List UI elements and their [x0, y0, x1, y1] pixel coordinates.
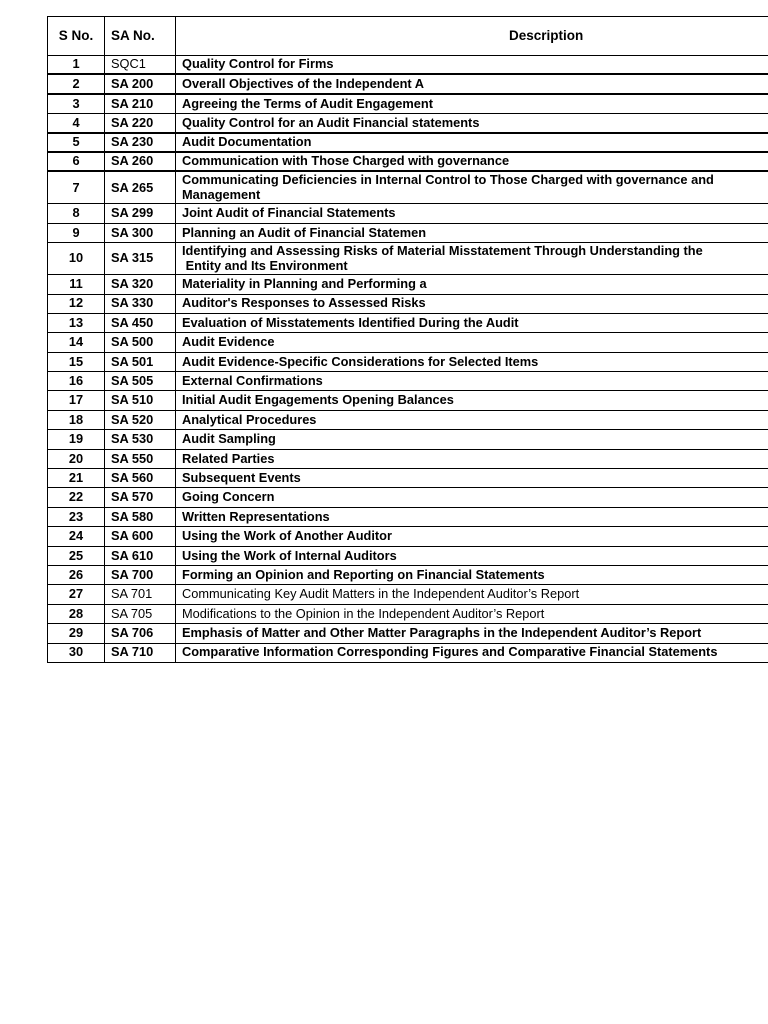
description-cell: Evaluation of Misstatements Identified During the Audit [182, 314, 519, 330]
description-cell: Agreeing the Terms of Audit Engagement [182, 95, 433, 111]
sa-no-cell: SA 705 [105, 605, 176, 623]
sa-no-cell: SA 560 [105, 469, 176, 487]
sa-no-cell: SA 501 [105, 353, 176, 371]
table-row [48, 224, 768, 243]
table-row [48, 295, 768, 314]
s-no-cell: 11 [48, 275, 105, 293]
s-no-cell: 15 [48, 353, 105, 371]
table-row [48, 153, 768, 172]
description-cell: Overall Objectives of the Independent A [182, 75, 425, 91]
description-cell: Materiality in Planning and Performing a [182, 276, 427, 292]
description-cell: Analytical Procedures [182, 411, 317, 427]
s-no-cell: 12 [48, 295, 105, 313]
table-row [48, 450, 768, 469]
table-row [48, 585, 768, 604]
s-no-cell: 13 [48, 314, 105, 332]
s-no-cell: 6 [48, 153, 105, 170]
description-cell: Audit Evidence [182, 334, 275, 350]
s-no-cell: 16 [48, 372, 105, 390]
table-header-row [48, 17, 768, 56]
description-cell: Joint Audit of Financial Statements [182, 205, 396, 221]
s-no-cell: 24 [48, 527, 105, 545]
sa-no-cell: SA 450 [105, 314, 176, 332]
s-no-cell: 19 [48, 430, 105, 448]
s-no-cell: 26 [48, 566, 105, 584]
s-no-cell: 20 [48, 450, 105, 468]
table-row [48, 56, 768, 75]
table-row [48, 411, 768, 430]
s-no-cell: 17 [48, 391, 105, 409]
sa-no-cell: SA 220 [105, 114, 176, 131]
s-no-cell: 27 [48, 585, 105, 603]
description-cell: Audit Evidence-Specific Considerations for Selected Items [182, 353, 539, 369]
table-row [48, 624, 768, 643]
sa-no-cell: SA 500 [105, 333, 176, 351]
sa-no-cell: SA 505 [105, 372, 176, 390]
description-cell: Communicating Deficiencies in Internal Control to Those Charged with governance and Management [182, 172, 714, 202]
standards-table [47, 16, 768, 663]
table-row [48, 488, 768, 507]
s-no-cell: 10 [48, 243, 105, 274]
sa-no-cell: SA 230 [105, 134, 176, 151]
description-cell: Forming an Opinion and Reporting on Financial Statements [182, 566, 545, 582]
description-cell: Communication with Those Charged with governance [182, 153, 510, 169]
s-no-cell: 2 [48, 75, 105, 92]
table-row [48, 566, 768, 585]
table-row [48, 430, 768, 449]
s-no-cell: 8 [48, 204, 105, 222]
description-cell: Identifying and Assessing Risks of Material Misstatement Through Understanding the Entity and Its Environment [182, 243, 703, 273]
table-row [48, 469, 768, 488]
table-row [48, 547, 768, 566]
sa-no-cell: SA 210 [105, 95, 176, 113]
s-no-cell: 29 [48, 624, 105, 642]
table-row [48, 243, 768, 275]
description-cell: Modifications to the Opinion in the Independent Auditor’s Report [182, 605, 545, 621]
description-cell: Emphasis of Matter and Other Matter Paragraphs in the Independent Auditor’s Report [182, 625, 702, 641]
s-no-cell: 25 [48, 547, 105, 565]
s-no-cell: 30 [48, 644, 105, 662]
description-cell: Initial Audit Engagements Opening Balances [182, 392, 454, 408]
sa-no-cell: SQC1 [105, 56, 176, 73]
description-cell: Subsequent Events [182, 469, 301, 485]
description-cell: Using the Work of Internal Auditors [182, 547, 397, 563]
description-cell: Audit Documentation [182, 134, 312, 149]
description-cell: Comparative Information Corresponding Figures and Comparative Financial Statements [182, 644, 718, 660]
sa-no-cell: SA 550 [105, 450, 176, 468]
table-row [48, 134, 768, 153]
sa-no-cell: SA 701 [105, 585, 176, 603]
table-row [48, 275, 768, 294]
description-cell: Audit Sampling [182, 431, 276, 447]
sa-no-cell: SA 265 [105, 172, 176, 203]
s-no-cell: 5 [48, 134, 105, 151]
sa-no-cell: SA 520 [105, 411, 176, 429]
sa-no-cell: SA 260 [105, 153, 176, 170]
sa-no-cell: SA 315 [105, 243, 176, 274]
table-row [48, 172, 768, 204]
sa-no-cell: SA 600 [105, 527, 176, 545]
s-no-cell: 23 [48, 508, 105, 526]
table-row [48, 314, 768, 333]
header-sa-no: SA No. [105, 17, 176, 55]
s-no-cell: 28 [48, 605, 105, 623]
sa-no-cell: SA 320 [105, 275, 176, 293]
sa-no-cell: SA 299 [105, 204, 176, 222]
header-s-no: S No. [48, 17, 105, 55]
sa-no-cell: SA 300 [105, 224, 176, 242]
table-row [48, 114, 768, 133]
table-row [48, 527, 768, 546]
header-description: Description [509, 27, 584, 43]
table-row [48, 605, 768, 624]
description-cell: Using the Work of Another Auditor [182, 528, 392, 544]
table-row [48, 204, 768, 223]
description-cell: Written Representations [182, 508, 330, 524]
s-no-cell: 22 [48, 488, 105, 506]
sa-no-cell: SA 200 [105, 75, 176, 92]
sa-no-cell: SA 530 [105, 430, 176, 448]
table-row [48, 644, 768, 663]
sa-no-cell: SA 700 [105, 566, 176, 584]
table-row [48, 508, 768, 527]
s-no-cell: 3 [48, 95, 105, 113]
s-no-cell: 18 [48, 411, 105, 429]
description-cell: Planning an Audit of Financial Statemen [182, 224, 427, 240]
table-row [48, 372, 768, 391]
sa-no-cell: SA 706 [105, 624, 176, 642]
description-cell: Quality Control for Firms [182, 56, 334, 72]
description-cell: Going Concern [182, 489, 275, 505]
s-no-cell: 1 [48, 56, 105, 73]
table-row [48, 333, 768, 352]
table-row [48, 75, 768, 94]
description-cell: Communicating Key Audit Matters in the Independent Auditor’s Report [182, 586, 580, 602]
description-cell: Quality Control for an Audit Financial statements [182, 114, 480, 130]
s-no-cell: 4 [48, 114, 105, 131]
sa-no-cell: SA 710 [105, 644, 176, 662]
sa-no-cell: SA 330 [105, 295, 176, 313]
table-row [48, 353, 768, 372]
table-row [48, 391, 768, 410]
sa-no-cell: SA 570 [105, 488, 176, 506]
sa-no-cell: SA 580 [105, 508, 176, 526]
description-cell: External Confirmations [182, 373, 323, 389]
table-row [48, 95, 768, 114]
s-no-cell: 14 [48, 333, 105, 351]
s-no-cell: 21 [48, 469, 105, 487]
sa-no-cell: SA 510 [105, 391, 176, 409]
description-cell: Auditor's Responses to Assessed Risks [182, 295, 426, 311]
s-no-cell: 7 [48, 172, 105, 203]
description-cell: Related Parties [182, 450, 275, 466]
sa-no-cell: SA 610 [105, 547, 176, 565]
s-no-cell: 9 [48, 224, 105, 242]
